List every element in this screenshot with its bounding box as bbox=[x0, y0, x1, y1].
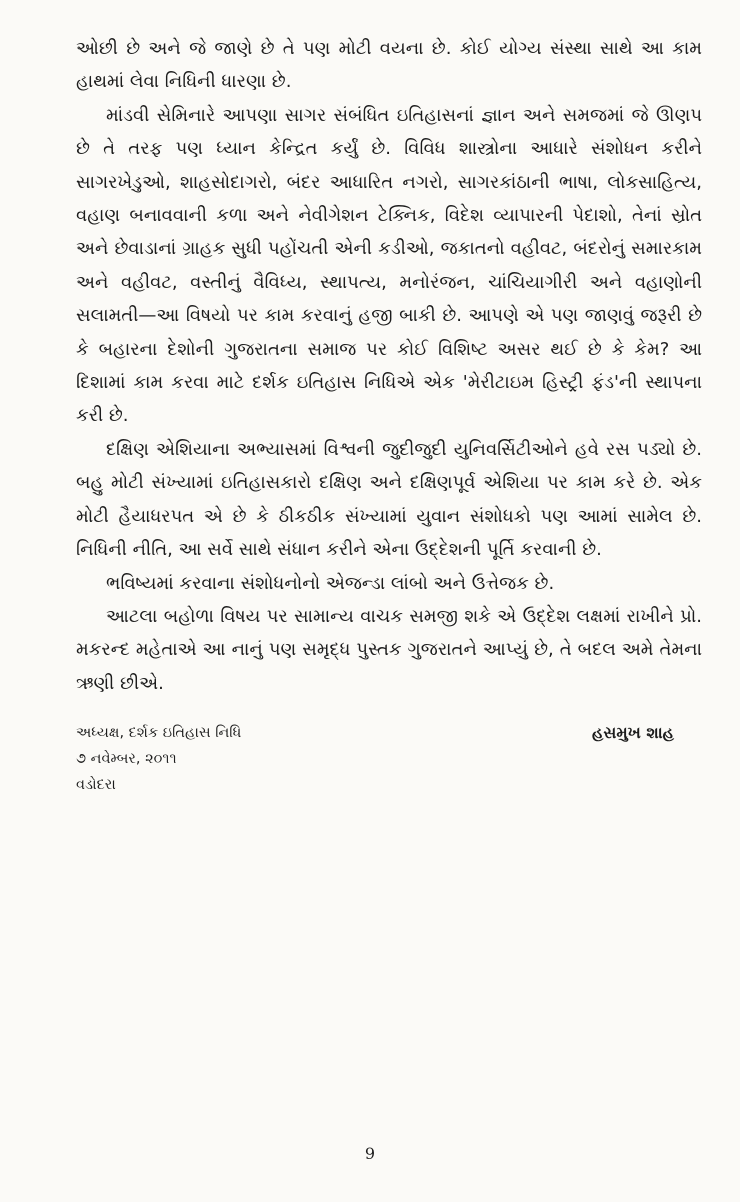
body-text bbox=[76, 32, 702, 700]
paragraph-future-agenda: ભવિષ્યમાં કરવાના સંશોધનોનો એજન્ડા લાંબો અને ઉત્તેજક છે. bbox=[106, 572, 555, 594]
signatory-name: હસમુખ શાહ bbox=[592, 723, 674, 743]
signoff-date: ૭ નવેમ્બર, ૨૦૧૧ bbox=[76, 751, 177, 768]
paragraph-maritime-history: માંડવી સેમિનારે આપણા સાગર સંબંધિત ઇતિહાસનાં જ્ઞાન અને સમજમાં જે ઊણપ છે તે તરફ પણ ધ્યાન કેન્દ્રિત કર્યું છે. વિવિધ શાસ્ત્રોના આધારે સંશોધન કરીને સાગરખેડુઓ, શાહસોદાગરો, બંદર આધારિત નગરો, સાગરકાંઠાની ભાષા, લોકસાહિત્ય, વહાણ બનાવવાની કળા અને નેવીગેશન ટેક્નિક, વિદેશ વ્યાપારની પેદાશો, તેનાં સ્રોત અને છેવાડાનાં ગ્રાહક સુધી પહોંચતી એની કડીઓ, જકાતનો વહીવટ, બંદરોનું સમારકામ અને વહીવટ, વસ્તીનું વૈવિધ્ય, સ્થાપત્ય, મનોરંજન, ચાંચિયાગીરી અને વહાણોની સલામતી—આ વિષયો પર કામ કરવાનું હજી બાકી છે. આપણે એ પણ જાણવું જરૂરી છે કે બહારના દેશોની ગુજરાતના સમાજ પર કોઈ વિશિષ્ટ અસર થઈ છે કે કેમ? આ દિશામાં કામ કરવા માટે દર્શક ઇતિહાસ નિધિએ એક 'મેરીટાઇમ હિસ્ટ્રી ફંડ'ની સ્થાપના કરી છે. bbox=[76, 104, 702, 427]
signoff-place: વડોદરા bbox=[76, 777, 116, 794]
signoff-designation: અધ્યક્ષ, દર્શક ઇતિહાસ નિધિ bbox=[76, 725, 242, 742]
paragraph-south-asia-studies: દક્ષિણ એશિયાના અભ્યાસમાં વિશ્વની જુદીજુદી યુનિવર્સિટીઓને હવે રસ પડ્યો છે. બહુ મોટી સંખ્યામાં ઇતિહાસકારો દક્ષિણ અને દક્ષિણપૂર્વ એશિયા પર કામ કરે છે. એક મોટી હૈયાધરપત એ છે કે ઠીકઠીક સંખ્યામાં યુવાન સંશોધકો પણ આમાં સામેલ છે. નિધિની નીતિ, આ સર્વે સાથે સંધાન કરીને એના ઉદ્દેશની પૂર્તિ કરવાની છે. bbox=[76, 438, 702, 561]
signoff-block bbox=[76, 720, 702, 806]
paragraph-acknowledgement: આટલા બહોળા વિષય પર સામાન્ય વાચક સમજી શકે એ ઉદ્દેશ લક્ષમાં રાખીને પ્રો. મકરન્દ મહેતાએ આ નાનું પણ સમૃદ્ધ પુસ્તક ગુજરાતને આપ્યું છે, તે બદલ અમે તેમના ઋણી છીએ. bbox=[76, 605, 702, 694]
paragraph-continued: ઓછી છે અને જે જાણે છે તે પણ મોટી વયના છે. કોઈ યોગ્ય સંસ્થા સાથે આ કામ હાથમાં લેવા નિધિની ધારણા છે. bbox=[76, 38, 702, 93]
page-number: 9 bbox=[364, 1144, 376, 1163]
